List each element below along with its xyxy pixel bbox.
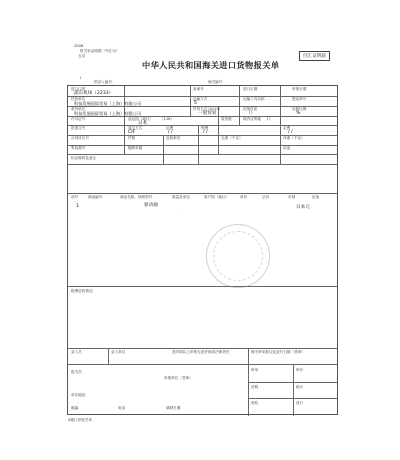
gross-label: 毛重（千克） (221, 136, 243, 140)
contract-label: 合同协议号 (71, 136, 89, 140)
misc-value: / / (288, 130, 293, 135)
deal-label: 成交方式 (128, 126, 143, 130)
net-label: 净重（千克） (283, 136, 305, 140)
declaration-label: 兹声明以上申报无讹并承担法律责任 (172, 350, 230, 354)
marks-label: 标记唛码及备注 (71, 156, 97, 160)
goods-row-mark: . (181, 213, 183, 217)
col-divider (239, 86, 240, 125)
port-loading-label: 装货港 (221, 117, 232, 121)
goods-col-levy: 征免 (312, 195, 320, 199)
receiver-value: 科技发展国际贸易（上海）有限公司 (74, 111, 142, 116)
container-label: 集装箱号 (71, 146, 86, 150)
consignee-value: 科技发展国际贸易（上海）有限公司 (74, 101, 142, 106)
row-divider (68, 164, 338, 165)
insurance-label: 保费 (201, 126, 209, 130)
bottom-note: A级口岸报关单 (68, 418, 93, 422)
levy-value: （） (246, 111, 256, 116)
import-date-label: 进口日期 (243, 87, 258, 91)
goods-col-code: 商品编号 (88, 195, 103, 199)
col-divider (124, 86, 125, 154)
receiver-label: 收货单位 (71, 107, 86, 111)
row-divider (68, 364, 338, 365)
use-label: 用途 (283, 146, 291, 150)
goods-col-qty: 数量及单位 (172, 195, 190, 199)
pricing-label: 审价 (296, 368, 304, 372)
deal-value: CIF (128, 130, 136, 135)
approval-label: 批准文号 (71, 126, 86, 130)
dest-value: （） (264, 117, 274, 122)
customs-seal (206, 224, 270, 288)
origin-value: 日本 (138, 120, 148, 126)
page-title: 中华人民共和国海关进口货物报关单 (142, 60, 280, 70)
vehicle-label: 运输工具名称 (243, 97, 265, 101)
goods-col-price: 单价 (240, 195, 248, 199)
freight-value: / / (168, 130, 173, 135)
tax-ratio-label: 征税比例 (292, 107, 307, 111)
entry-unit-label: 录入单位 (111, 350, 126, 354)
col-divider (218, 106, 219, 154)
declare-date-label: 申报日期 (292, 87, 307, 91)
goods-row-currency: 日本元 (296, 205, 310, 210)
mark-one: I (80, 76, 82, 80)
row-divider (68, 154, 338, 155)
phone-label: 电话 (118, 406, 126, 410)
trade-label: 贸易方式 (193, 107, 208, 111)
freight-label: 运费 (166, 126, 174, 130)
trade-value: 一般贸易 (198, 111, 217, 116)
pieces-label: 件数 (128, 136, 136, 140)
col-divider (190, 86, 191, 116)
bill-label: 提运单号 (292, 97, 307, 101)
customs-no-label: 海关编号： (208, 80, 226, 84)
transport-label: 运输方式 (193, 97, 208, 101)
goods-col-name: 商品名称、规格型号 (120, 195, 153, 199)
origin-code: （116） (160, 117, 175, 121)
record-label: 备案号 (193, 87, 204, 91)
postcode-label: 邮编 (71, 406, 79, 410)
row-divider (68, 286, 338, 287)
trade-code: （0110） (206, 107, 223, 111)
tax-label: 税费征收情况 (71, 289, 93, 293)
review-label: 审单 (251, 368, 259, 372)
goods-col-origin: 原产国（地区） (204, 195, 230, 199)
port-label: 进口口岸 (71, 87, 86, 91)
tax-ratio-value: % (296, 111, 301, 116)
release-label: 放行 (296, 401, 304, 405)
fill-date-label: 填制日期 (166, 406, 181, 410)
license-label: 许可证号 (71, 117, 86, 121)
row-divider (68, 145, 338, 146)
col-divider (280, 86, 281, 164)
stats-label: 统计 (296, 385, 304, 389)
transport-value: 5 (194, 101, 197, 106)
docs-label: 随附单据 (128, 146, 143, 150)
copy-tag: 付汇证明联 (299, 51, 330, 61)
inspection-label: 查验 (251, 401, 259, 405)
row-divider (68, 193, 338, 194)
package-label: 包装种类 (166, 136, 181, 140)
consignee-label: 经营单位 (71, 97, 86, 101)
pre-entry-label: 预录入编号： (94, 80, 116, 84)
year-label: 2008 (74, 44, 84, 48)
goods-col-currency: 币制 (288, 195, 296, 199)
origin-label: 起运国（地区） (128, 117, 154, 121)
customs-remarks-label: 海关审单批注及放行日期（签章） (251, 350, 305, 354)
goods-row-no: 1 (76, 204, 79, 209)
col-divider (293, 364, 294, 416)
declaration-form (67, 85, 338, 415)
col-divider (108, 348, 109, 364)
col-divider (163, 135, 164, 164)
levy-label: 征免性质 (243, 107, 258, 111)
misc-label: 杂费 (283, 126, 291, 130)
taxation-label: 征税 (251, 385, 259, 389)
declare-unit-label: 申报单位（签章） (164, 376, 193, 380)
page-note: 五页 (78, 54, 86, 58)
insurance-value: / / (203, 130, 208, 135)
col-divider (248, 348, 249, 416)
sub-note: 报关单证明联（外汇付） (80, 49, 120, 53)
goods-col-total: 总价 (262, 195, 270, 199)
goods-col-no: 项号 (71, 195, 79, 199)
address-label: 单位地址 (71, 393, 86, 397)
port-value: 浦东机场（2233） (74, 91, 114, 96)
dest-label: 境内目的地 (243, 117, 261, 121)
col-divider (198, 125, 199, 164)
entry-clerk-label: 录入员 (71, 350, 82, 354)
row-divider (68, 116, 338, 117)
reporter-label: 报关员 (71, 370, 82, 374)
goods-row-name: 驱动轴 (144, 203, 158, 208)
customs-seal-inner-ring (213, 231, 263, 281)
